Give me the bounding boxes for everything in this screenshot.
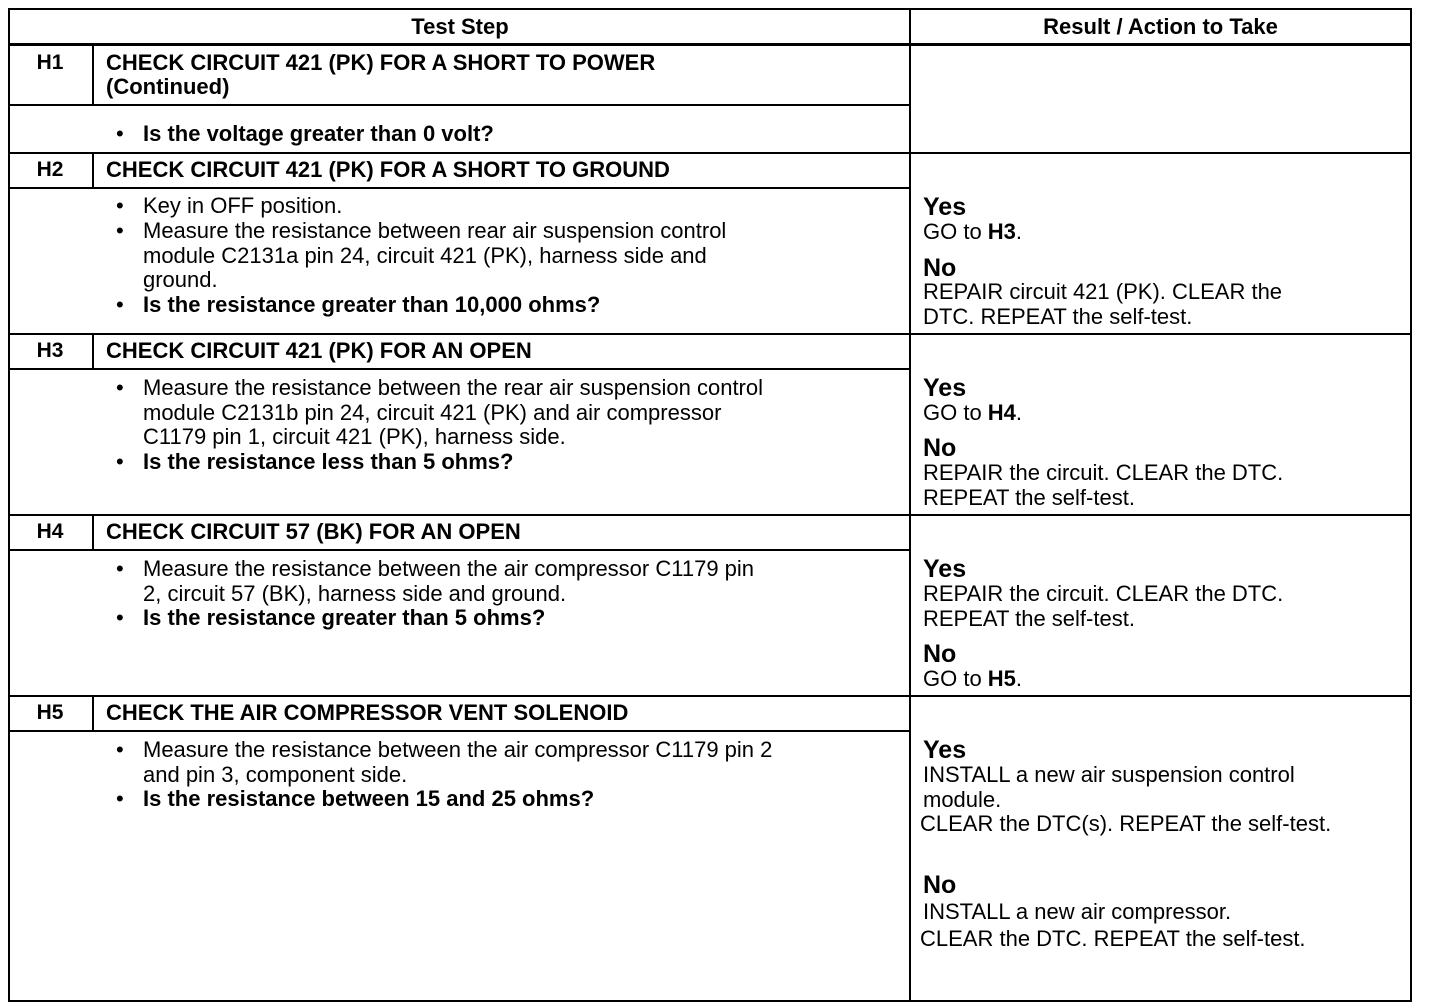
rule-h3-title-bottom <box>10 368 910 370</box>
bullet: • <box>116 218 124 243</box>
step-question-h4: Is the resistance greater than 5 ohms? <box>143 605 546 630</box>
bullet: • <box>116 786 124 811</box>
result-yes-action-h5 <box>920 762 1332 837</box>
text-line: Measure the resistance between the rear air suspension control <box>143 375 764 400</box>
step-instruction-h2-key: Key in OFF position. <box>143 193 343 218</box>
result-no-action-h4 <box>923 667 1022 692</box>
text-line: REPEAT the self-test. <box>923 605 1135 631</box>
rule-h3-bottom <box>10 514 1410 516</box>
result-no-action-h5 <box>920 898 1306 952</box>
bullet: • <box>116 605 124 630</box>
step-ref-h4: H4 <box>987 400 1016 425</box>
result-yes-action-h3 <box>923 401 1022 426</box>
step-title-h3: CHECK CIRCUIT 421 (PK) FOR AN OPEN <box>106 338 532 363</box>
step-instruction-h5-measure <box>143 738 772 787</box>
bullet: • <box>116 121 124 146</box>
step-instruction-h4-measure <box>143 557 754 606</box>
step-id-h5: H5 <box>36 701 64 724</box>
text-line: ground. <box>143 267 218 292</box>
text-go-to: GO to <box>923 400 988 425</box>
result-no-action-h3 <box>923 461 1283 510</box>
step-question-h1: Is the voltage greater than 0 volt? <box>143 121 494 146</box>
result-no-label-h3: No <box>923 434 957 462</box>
step-title-h1-continued: (Continued) <box>106 74 230 99</box>
step-question-h5: Is the resistance between 15 and 25 ohms? <box>143 786 595 811</box>
rule-h4-bottom <box>10 695 1410 697</box>
text-line: module C2131b pin 24, circuit 421 (PK) and air compressor <box>143 399 722 425</box>
step-title-h2: CHECK CIRCUIT 421 (PK) FOR A SHORT TO GROUND <box>106 157 670 182</box>
result-yes-label-h3: Yes <box>923 374 967 402</box>
text-period: . <box>1015 666 1023 691</box>
result-yes-label-h4: Yes <box>923 555 967 583</box>
step-instruction-h3-measure <box>143 376 763 450</box>
step-id-h2: H2 <box>36 158 64 181</box>
result-yes-label-h2: Yes <box>923 193 967 221</box>
step-id-h3: H3 <box>36 339 64 362</box>
rule-id-h1 <box>92 44 94 105</box>
bullet: • <box>116 449 124 474</box>
rule-h2-bottom <box>10 333 1410 335</box>
text-period: . <box>1015 219 1023 244</box>
result-no-label-h4: No <box>923 640 957 668</box>
text-line: INSTALL a new air suspension control <box>923 762 1295 787</box>
text-go-to: GO to <box>923 219 988 244</box>
rule-column-divider <box>909 10 911 1000</box>
bullet: • <box>116 375 124 400</box>
text-line: REPAIR circuit 421 (PK). CLEAR the <box>923 279 1283 304</box>
step-title-h5: CHECK THE AIR COMPRESSOR VENT SOLENOID <box>106 700 629 725</box>
bullet: • <box>116 556 124 581</box>
text-line: Measure the resistance between rear air suspension control <box>143 218 727 243</box>
text-line: REPAIR the circuit. CLEAR the DTC. <box>923 581 1284 606</box>
text-period: . <box>1015 400 1023 425</box>
text-line: CLEAR the DTC. REPEAT the self-test. <box>920 926 1306 951</box>
bullet: • <box>116 193 124 218</box>
text-line: DTC. REPEAT the self-test. <box>923 303 1193 329</box>
bullet: • <box>116 737 124 762</box>
text-line: REPAIR the circuit. CLEAR the DTC. <box>923 460 1284 485</box>
result-yes-action-h4 <box>923 582 1283 631</box>
rule-h1-bottom <box>10 152 1410 154</box>
text-line: INSTALL a new air compressor. <box>923 899 1232 924</box>
rule-id-h3 <box>92 334 94 369</box>
step-ref-h5: H5 <box>987 666 1016 691</box>
text-line: CLEAR the DTC(s). REPEAT the self-test. <box>920 811 1332 836</box>
step-id-h1: H1 <box>36 51 64 74</box>
text-line: 2, circuit 57 (BK), harness side and ground. <box>143 580 567 606</box>
step-title-h1: CHECK CIRCUIT 421 (PK) FOR A SHORT TO POWER <box>106 50 656 75</box>
step-ref-h3: H3 <box>987 219 1016 244</box>
result-yes-label-h5: Yes <box>923 736 967 764</box>
rule-h5-title-bottom <box>10 730 910 732</box>
step-id-h4: H4 <box>36 520 64 543</box>
diagnostic-table <box>8 8 1412 1002</box>
rule-h2-title-bottom <box>10 187 910 189</box>
text-line: module C2131a pin 24, circuit 421 (PK), harness side and <box>143 242 707 268</box>
result-no-label-h5: No <box>923 871 957 899</box>
text-line: and pin 3, component side. <box>143 761 408 787</box>
step-instruction-h2-measure <box>143 219 726 293</box>
result-no-label-h2: No <box>923 254 957 282</box>
step-question-h2: Is the resistance greater than 10,000 ohms? <box>143 292 601 317</box>
text-go-to: GO to <box>923 666 988 691</box>
rule-id-h2 <box>92 153 94 188</box>
text-line: C1179 pin 1, circuit 421 (PK), harness side. <box>143 424 566 449</box>
header-test-step: Test Step <box>411 14 509 39</box>
text-line: Measure the resistance between the air compressor C1179 pin <box>143 556 755 581</box>
step-question-h3: Is the resistance less than 5 ohms? <box>143 449 514 474</box>
rule-h4-title-bottom <box>10 549 910 551</box>
result-no-action-h2 <box>923 280 1282 329</box>
text-line: REPEAT the self-test. <box>923 484 1135 510</box>
rule-header-bottom <box>10 43 1410 46</box>
step-title-h4: CHECK CIRCUIT 57 (BK) FOR AN OPEN <box>106 519 521 544</box>
rule-id-h4 <box>92 515 94 550</box>
rule-h1-title-bottom <box>10 104 910 106</box>
text-line: Measure the resistance between the air compressor C1179 pin 2 <box>143 737 773 762</box>
rule-id-h5 <box>92 696 94 731</box>
result-yes-action-h2 <box>923 220 1022 245</box>
bullet: • <box>116 292 124 317</box>
header-result-action: Result / Action to Take <box>1043 14 1278 39</box>
text-line: module. <box>923 786 1002 812</box>
